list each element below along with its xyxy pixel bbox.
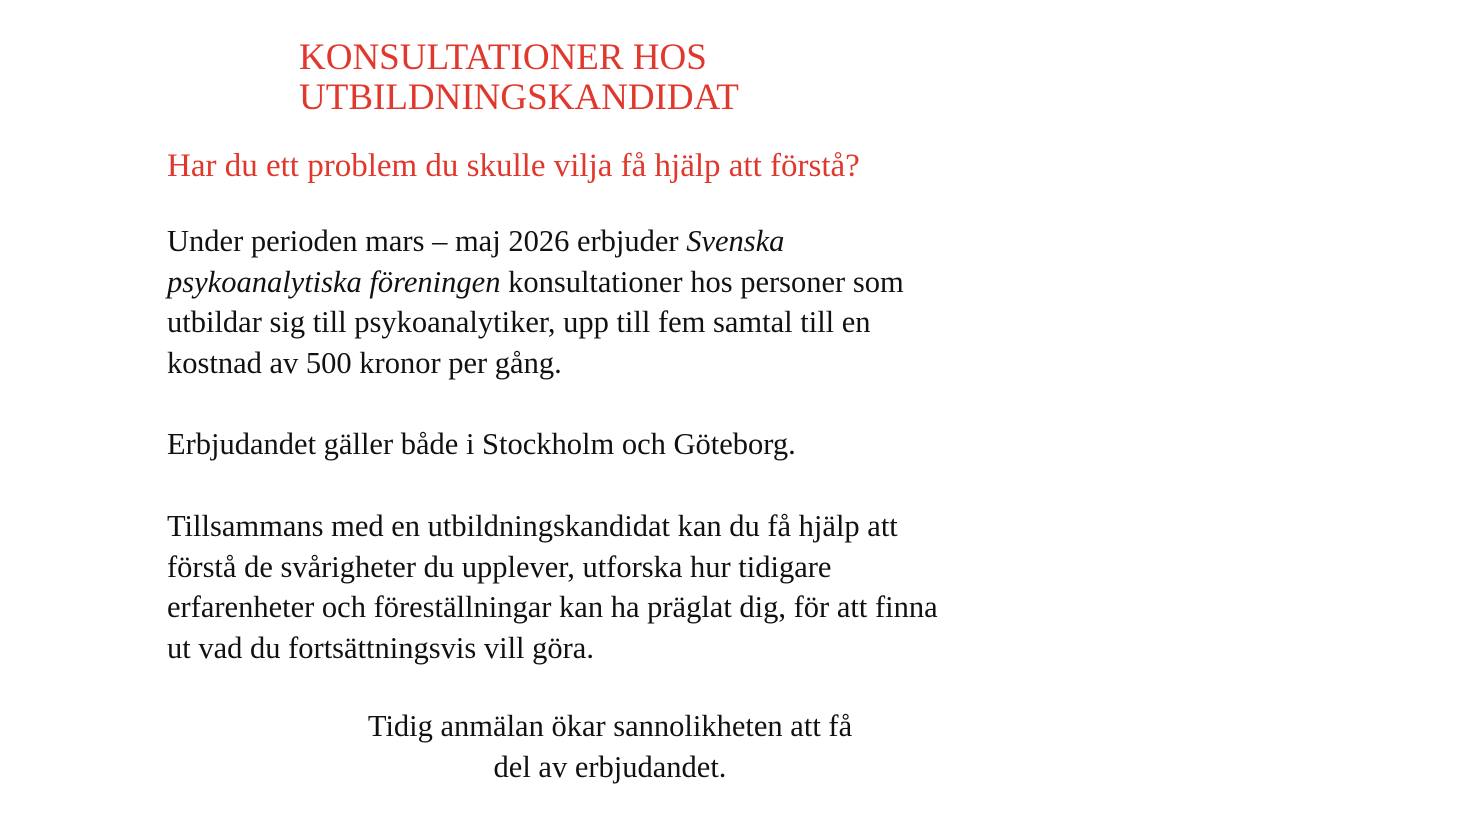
paragraph-description-line-2: förstå de svårigheter du upplever, utforska hur tidigare [167, 549, 832, 584]
closing-note [300, 706, 920, 787]
paragraph-offer-line-2 [167, 262, 904, 303]
paragraph-locations: Erbjudandet gäller både i Stockholm och Göteborg. [167, 427, 796, 461]
paragraph-offer-line-1 [167, 221, 904, 262]
paragraph-description-line-3: erfarenheter och föreställningar kan ha präglat dig, för att finna [167, 590, 938, 624]
paragraph-offer [167, 221, 904, 383]
subtitle-question: Har du ett problem du skulle vilja få hjälp att förstå? [167, 148, 860, 184]
page-title [299, 38, 999, 118]
title-line-2: UTBILDNINGSKANDIDAT [299, 77, 739, 118]
offer-continuation-text: konsultationer hos personer som [500, 264, 904, 299]
organization-name-part-2: psykoanalytiska föreningen [167, 264, 501, 299]
closing-note-line-2: del av erbjudandet. [493, 749, 727, 784]
paragraph-description [167, 506, 938, 668]
paragraph-offer-line-3: utbildar sig till psykoanalytiker, upp till fem samtal till en [167, 305, 871, 339]
offer-intro-text: Under perioden mars – maj 2026 erbjuder [167, 224, 687, 258]
title-line-1: KONSULTATIONER HOS [299, 37, 707, 78]
paragraph-offer-line-4: kostnad av 500 kronor per gång. [167, 345, 562, 380]
paragraph-description-line-1: Tillsammans med en utbildningskandidat kan du få hjälp att [167, 509, 898, 543]
paragraph-description-line-4: ut vad du fortsättningsvis vill göra. [167, 630, 594, 665]
closing-note-line-1: Tidig anmälan ökar sannolikheten att få [367, 709, 853, 743]
organization-name-part-1: Svenska [686, 224, 785, 258]
